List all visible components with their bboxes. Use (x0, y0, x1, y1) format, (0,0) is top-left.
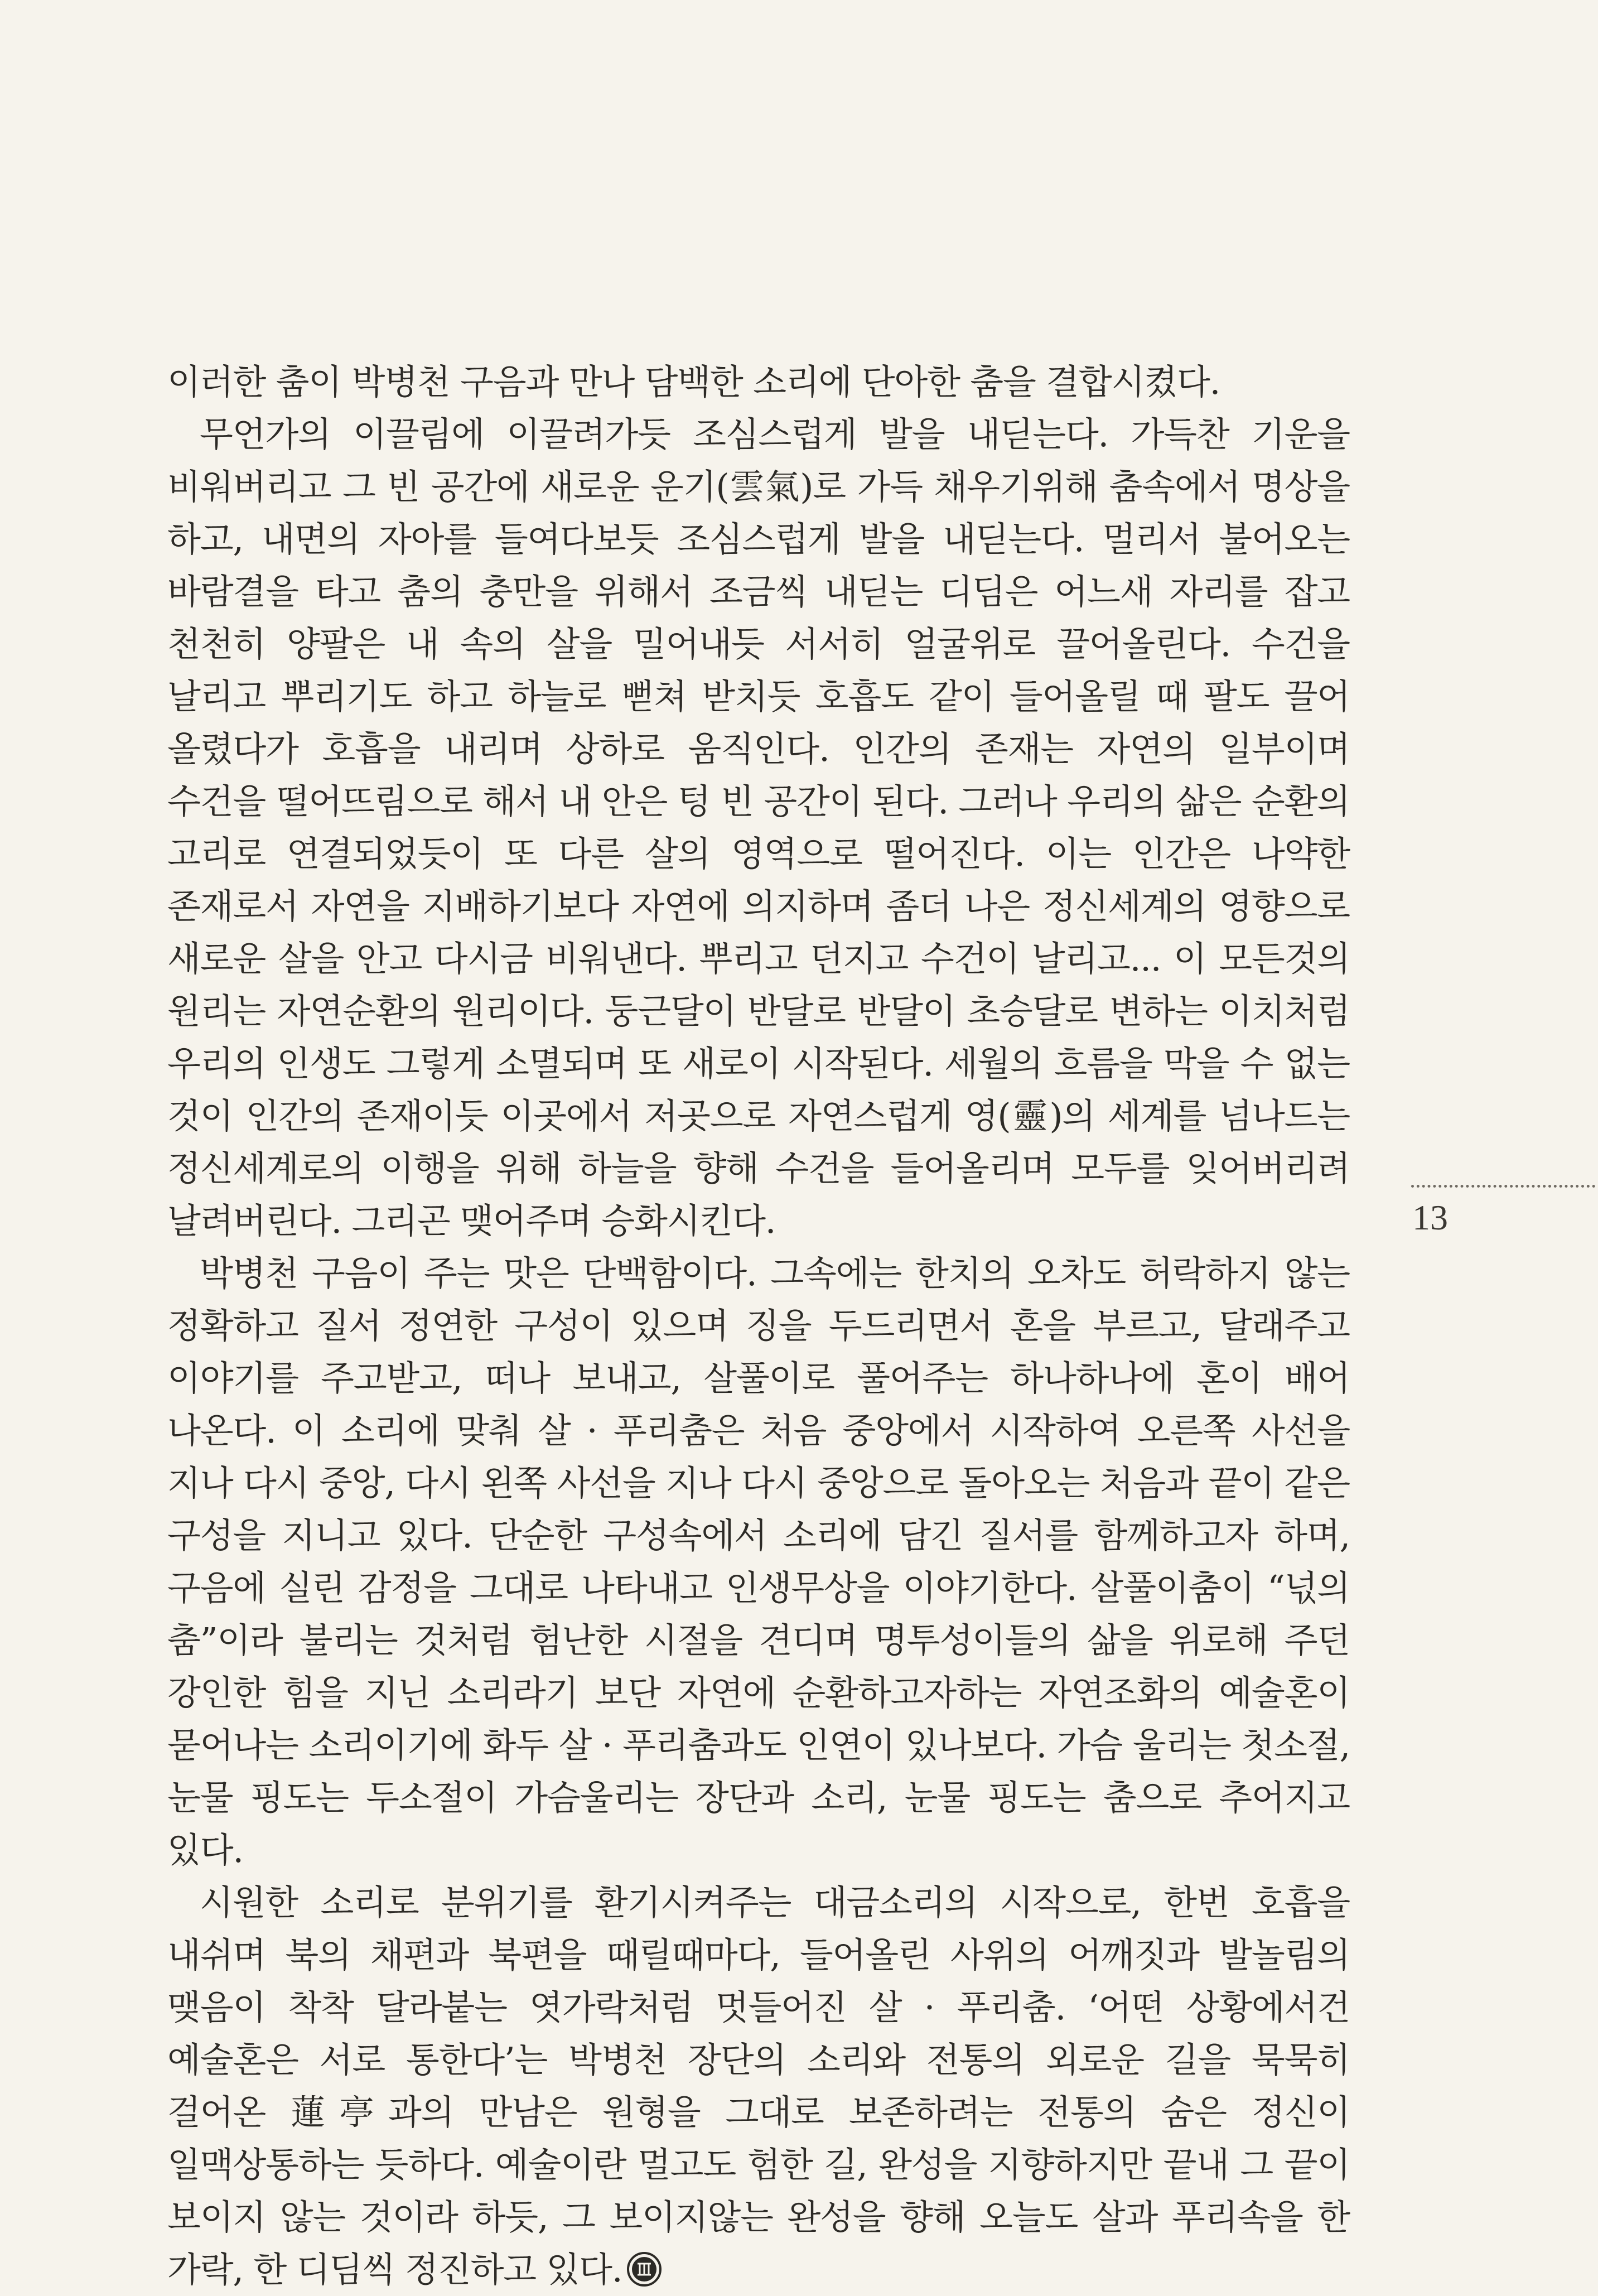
paragraph-4-text: 시원한 소리로 분위기를 환기시켜주는 대금소리의 시작으로, 한번 호흡을 내쉬며 북의 채편과 북편을 때릴때마다, 들어올린 사위의 어깨짓과 발놀림의 맺음이 착착 달라붙는 엿가락처럼 멋들어진 살 · 푸리춤. ‘어떤 상황에서건 예술혼은 서로 통한다’는 박병천 장단의 소리와 전통의 외로운 길을 묵묵히 걸어온 蓮亭과의 만남은 원형을 그대로 보존하려는 전통의 숨은 정신이 일맥상통하는 듯하다. 예술이란 멀고도 험한 길, 완성을 지향하지만 끝내 그 끝이 보이지 않는 것이라 하듯, 그 보이지않는 완성을 향해 오늘도 살과 푸리속을 한 가락, 한 디딤씩 정진하고 있다. (167, 1882, 1350, 2290)
paragraph-2: 무언가의 이끌림에 이끌려가듯 조심스럽게 발을 내딛는다. 가득찬 기운을 비워버리고 그 빈 공간에 새로운 운기(雲氣)로 가득 채우기위해 춤속에서 명상을 하고, 내면의 자아를 들여다보듯 조심스럽게 발을 내딛는다. 멀리서 불어오는 바람결을 타고 춤의 충만을 위해서 조금씩 내딛는 디딤은 어느새 자리를 잡고 천천히 양팔은 내 속의 살을 밀어내듯 서서히 얼굴위로 끌어올린다. 수건을 날리고 뿌리기도 하고 하늘로 뻗쳐 받치듯 호흡도 같이 들어올릴 때 팔도 끌어 올렸다가 호흡을 내리며 상하로 움직인다. 인간의 존재는 자연의 일부이며 수건을 떨어뜨림으로 해서 내 안은 텅 빈 공간이 된다. 그러나 우리의 삶은 순환의 고리로 연결되었듯이 또 다른 살의 영역으로 떨어진다. 이는 인간은 나약한 존재로서 자연을 지배하기보다 자연에 의지하며 좀더 나은 정신세계의 영향으로 새로운 살을 안고 다시금 비워낸다. 뿌리고 던지고 수건이 날리고... 이 모든것의 원리는 자연순환의 원리이다. 둥근달이 반달로 반달이 초승달로 변하는 이치처럼 우리의 인생도 그렇게 소멸되며 또 새로이 시작된다. 세월의 흐름을 막을 수 없는 것이 인간의 존재이듯 이곳에서 저곳으로 자연스럽게 영(靈)의 세계를 넘나드는 정신세계로의 이행을 위해 하늘을 향해 수건을 들어올리며 모두를 잊어버리려 날려버린다. 그리곤 맺어주며 승화시킨다. (167, 414, 1350, 1241)
paragraph-1: 이러한 춤이 박병천 구음과 만나 담백한 소리에 단아한 춤을 결합시켰다. (167, 361, 1220, 402)
page-number: 13 (1412, 1198, 1448, 1237)
folio-divider (1411, 1185, 1595, 1188)
paragraph-3: 박병천 구음이 주는 맛은 단백함이다. 그속에는 한치의 오차도 허락하지 않는 정확하고 질서 정연한 구성이 있으며 징을 두드리면서 혼을 부르고, 달래주고 이야기를 주고받고, 떠나 보내고, 살풀이로 풀어주는 하나하나에 혼이 배어 나온다. 이 소리에 맞춰 살 · 푸리춤은 처음 중앙에서 시작하여 오른쪽 사선을 지나 다시 중앙, 다시 왼쪽 사선을 지나 다시 중앙으로 돌아오는 처음과 끝이 같은 구성을 지니고 있다. 단순한 구성속에서 소리에 담긴 질서를 함께하고자 하며, 구음에 실린 감정을 그대로 나타내고 인생무상을 이야기한다. 살풀이춤이 “넋의 춤”이라 불리는 것처럼 험난한 시절을 견디며 명투성이들의 삶을 위로해 주던 강인한 힘을 지닌 소리라기 보단 자연에 순환하고자하는 자연조화의 예술혼이 묻어나는 소리이기에 화두 살 · 푸리춤과도 인연이 있나보다. 가슴 울리는 첫소절, 눈물 핑도는 두소절이 가슴울리는 장단과 소리, 눈물 핑도는 춤으로 추어지고 있다. (167, 1253, 1350, 1870)
body-text (167, 356, 1350, 2296)
paragraph-4 (167, 1877, 1350, 2296)
ornamental-seal-icon (626, 2251, 662, 2287)
